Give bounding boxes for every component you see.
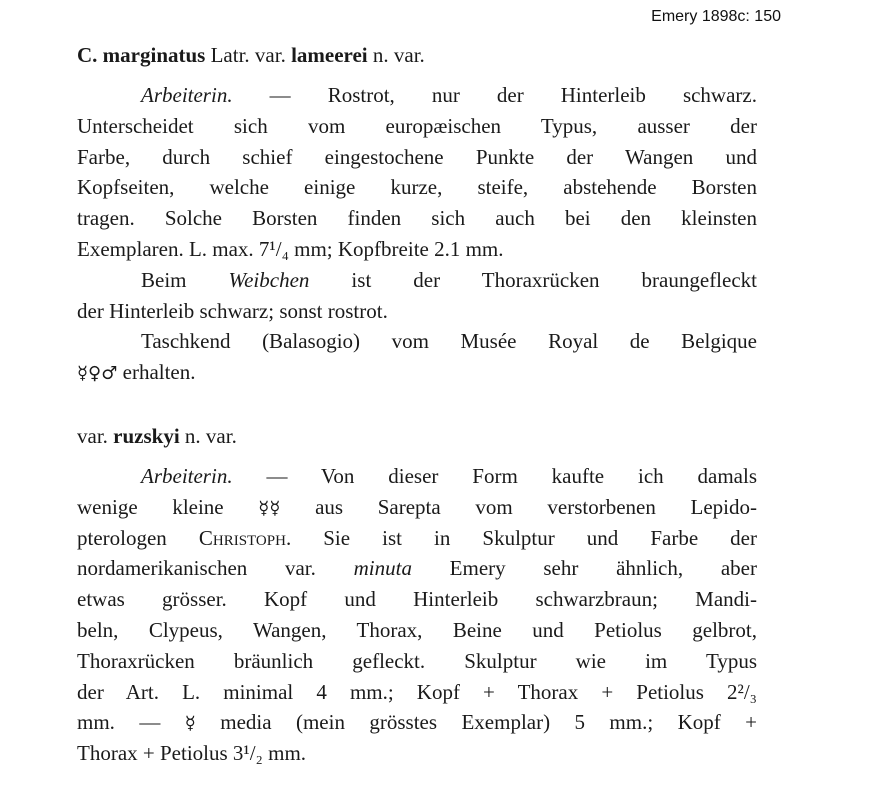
variety-reference: minuta — [353, 556, 412, 581]
worker-symbols: ☿☿ — [258, 497, 281, 519]
text-line — [77, 553, 757, 584]
caste-label: Weibchen — [228, 267, 310, 292]
female-description-lameerei — [77, 265, 757, 327]
status-text: n. var. — [184, 423, 237, 448]
worker-description-ruzskyi — [77, 461, 757, 769]
text-line: Taschkend (Balasogio) vom Musée Royal de Belgique — [141, 329, 757, 354]
line-text: — Von dieser Form kaufte ich damals — [232, 463, 757, 488]
text-line — [77, 492, 757, 523]
line-text: erhalten. — [117, 360, 196, 385]
text-line: Thorax + Petiolus 3¹/₂ mm. — [77, 741, 307, 766]
line-text: Sie ist in Skulptur und Farbe der — [291, 525, 757, 550]
variety-name: ruzskyi — [113, 423, 180, 448]
rank-prefix: var. — [77, 423, 108, 448]
text-line — [77, 523, 757, 554]
variety-name: lameerei — [291, 43, 368, 67]
text-line: Kopfseiten, welche einige kurze, steife, abstehende Borsten — [77, 175, 757, 200]
line-text: Emery sehr ähnlich, aber — [411, 556, 757, 581]
line-text: pterologen — [77, 525, 199, 550]
text-line: der Art. L. minimal 4 mm.; Kopf + Thorax + Petiolus 2²/₃ — [77, 679, 757, 704]
taxon-heading-lameerei — [77, 40, 757, 71]
line-text: Beim — [141, 267, 229, 292]
caste-label: Arbeiterin. — [141, 463, 233, 488]
text-line — [77, 80, 757, 111]
text-line: Exemplaren. L. max. 7¹/₄ mm; Kopfbreite 2.1 mm. — [77, 236, 504, 261]
line-text: nordamerikanischen var. — [77, 556, 354, 581]
line-text: aus Sarepta vom verstorbenen Lepido- — [280, 494, 757, 519]
section-gap — [77, 388, 757, 421]
text-line — [77, 357, 757, 388]
author-text: Latr. var. — [210, 43, 286, 67]
text-line: beln, Clypeus, Wangen, Thorax, Beine und Petiolus gelbrot, — [77, 617, 757, 642]
locality-lameerei — [77, 326, 757, 388]
caste-label: Arbeiterin. — [141, 83, 233, 107]
collector-name: Christoph. — [198, 525, 292, 550]
text-line — [77, 265, 757, 296]
text-line: etwas grösser. Kopf und Hinterleib schwarzbraun; Mandi- — [77, 587, 757, 612]
worker-symbol: ☿ — [184, 713, 196, 735]
text-line: Thoraxrücken bräunlich gefleckt. Skulptur wie im Typus — [77, 648, 757, 673]
taxon-heading-ruzskyi — [77, 421, 757, 452]
line-text: media (mein grösstes Exemplar) 5 mm.; Kopf + — [195, 710, 758, 735]
caste-symbols: ☿♀♂ — [77, 363, 118, 385]
genus-species-name: C. marginatus — [77, 43, 206, 67]
text-line — [77, 461, 757, 492]
worker-description-lameerei — [77, 80, 757, 265]
line-text: — Rostrot, nur der Hinterleib schwarz. — [232, 83, 757, 107]
status-text: n. var. — [372, 43, 425, 67]
text-line: tragen. Solche Borsten finden sich auch bei den kleinsten — [77, 206, 757, 231]
line-text: wenige kleine — [77, 494, 259, 519]
document-page — [77, 40, 757, 769]
line-text: mm. — — [77, 710, 185, 735]
text-line: Unterscheidet sich vom europæischen Typus, ausser der — [77, 113, 757, 138]
citation-label: Emery 1898c: 150 — [651, 8, 781, 25]
line-text: ist der Thoraxrücken braungefleckt — [309, 267, 757, 292]
text-line — [77, 707, 757, 738]
text-line: Farbe, durch schief eingestochene Punkte der Wangen und — [77, 144, 757, 169]
text-line: der Hinterleib schwarz; sonst rostrot. — [77, 298, 388, 323]
